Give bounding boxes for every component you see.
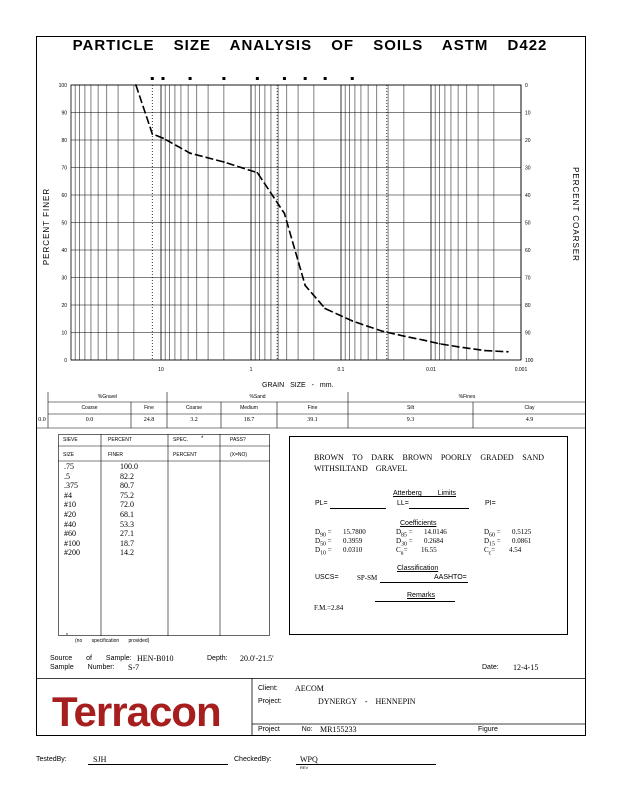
data-point — [403, 335, 405, 337]
finer-subheader: FINER — [108, 452, 123, 458]
fineness-modulus: F.M.=2.84 — [314, 604, 344, 612]
sieve-marker — [222, 77, 225, 80]
y-tick-label: 100 — [58, 83, 67, 89]
data-point — [189, 152, 191, 154]
sieve-size-cell: #20 — [64, 510, 76, 519]
sieve-marker — [351, 77, 354, 80]
percent-finer-cell: 80.7 — [120, 481, 134, 491]
y-tick-label: 30 — [61, 275, 67, 282]
data-point — [484, 350, 486, 352]
pl-label: PL= — [315, 500, 328, 507]
percent-finer-cell: 82.2 — [120, 471, 134, 481]
depth-label: Depth: — [207, 655, 228, 662]
sieve-marker — [151, 77, 154, 80]
depth-value: 20.0'-21.5' — [240, 654, 274, 663]
d15-label: $D_{15}$ = — [484, 537, 501, 548]
gravel-header: %Gravel — [97, 394, 118, 400]
y-tick-label: 80 — [61, 138, 67, 144]
percent-finer-cell: 14.2 — [120, 548, 134, 558]
source-value: HEN-B010 — [137, 654, 174, 663]
figure-label: Figure — [478, 726, 498, 733]
sieve-size-cell: #4 — [64, 490, 72, 500]
project-label: Project: — [258, 698, 282, 705]
pass-header: PASS? — [230, 437, 246, 443]
project-number-label: Project No: — [258, 726, 313, 733]
val-medium-sand: 18.7 — [243, 417, 255, 423]
y-tick-label: 70 — [61, 165, 67, 172]
x-axis-label: GRAIN SIZE - mm. — [262, 382, 334, 389]
y-axis-label-right: PERCENT COARSER — [570, 167, 580, 262]
col-silt: Silt — [407, 405, 414, 411]
y-tick-label-right: 100 — [525, 358, 534, 364]
y-tick-label: 60 — [61, 193, 67, 199]
col-coarse-gravel: Coarse — [81, 405, 98, 411]
spec-percent-subheader: PERCENT — [173, 452, 197, 458]
fines-header: %Fines — [458, 394, 476, 400]
coefficients-title: Coefficients — [400, 520, 437, 527]
checked-by-line — [296, 764, 436, 765]
y-tick-label-right: 10 — [525, 110, 531, 117]
y-tick-label-right: 50 — [525, 220, 531, 227]
project-value: DYNERGY - HENNEPIN — [318, 697, 416, 706]
date-value: 12-4-15 — [513, 663, 539, 672]
data-point — [151, 133, 153, 135]
data-point — [162, 137, 164, 139]
checked-by-label: CheckedBy: — [234, 756, 272, 763]
size-subheader: SIZE — [63, 452, 75, 458]
y-tick-label: 10 — [61, 330, 67, 337]
checked-by-value: WPQ — [300, 755, 318, 764]
remarks-line — [375, 601, 455, 602]
d10-label: $D_{10}$ = — [315, 546, 332, 557]
tested-by-value: SJH — [93, 755, 107, 764]
y-tick-label-right: 20 — [525, 138, 531, 144]
footer-small-mark: REV — [300, 765, 309, 770]
cc-label: $C_c=$ — [484, 546, 496, 557]
tested-by-line — [88, 764, 228, 765]
cu-label: $C_u=$ — [396, 546, 408, 557]
y-tick-label: 50 — [61, 220, 67, 227]
data-point — [439, 343, 441, 345]
spec-footnote-asterisk: * — [66, 633, 68, 639]
sieve-marker — [162, 77, 165, 80]
col-coarse-sand: Coarse — [185, 405, 203, 411]
y-tick-label-right: 60 — [525, 248, 531, 254]
sieve-header: SIEVE — [63, 437, 78, 443]
sieve-size-cell: .375 — [64, 481, 78, 491]
data-point — [223, 161, 225, 163]
x-tick-label: 1 — [249, 367, 253, 373]
data-point — [135, 84, 137, 86]
val-fine-gravel: 24.8 — [143, 417, 155, 423]
col-fine-sand: Fine — [307, 405, 318, 411]
soil-description: BROWN TO DARK BROWN POORLY GRADED SAND WITHSILTAND GRAVEL — [314, 453, 544, 473]
x-tick-label: 0.01 — [426, 367, 436, 373]
atterberg-line-ll — [409, 508, 469, 509]
data-point — [381, 330, 383, 332]
y-tick-label: 90 — [61, 110, 67, 117]
ll-label: LL= — [397, 500, 409, 507]
uscs-value: SP-SM — [357, 574, 378, 582]
d90-value: 15.7800 — [343, 528, 366, 536]
d50-label: $D_{50}$ = — [315, 537, 332, 548]
data-point — [284, 213, 286, 215]
data-point — [351, 320, 353, 322]
val-clay: 4.9 — [525, 417, 534, 423]
sieve-size-cell: #40 — [64, 519, 76, 529]
data-point — [304, 285, 306, 287]
tested-by-label: TestedBy: — [36, 756, 67, 763]
date-label: Date: — [482, 664, 499, 671]
sieve-marker — [283, 77, 286, 80]
source-label: Source of Sample: — [50, 655, 132, 662]
percent-finer-cell: 53.3 — [120, 519, 134, 529]
gradation-curve — [136, 85, 508, 352]
y-tick-label-right: 80 — [525, 303, 531, 309]
gradation-chart — [36, 55, 586, 395]
classification-line — [380, 582, 468, 583]
uscs-label: USCS= — [315, 574, 339, 581]
y-tick-label-right: 70 — [525, 275, 531, 282]
y-tick-label-right: 40 — [525, 193, 531, 199]
chart-title: PARTICLE SIZE ANALYSIS OF SOILS ASTM D422 — [72, 37, 548, 54]
sample-label: Sample Number: — [50, 664, 115, 671]
y-tick-label: 20 — [61, 303, 67, 309]
val-fine-sand: 39.1 — [307, 417, 318, 423]
d85-value: 14.0146 — [424, 528, 447, 536]
percent-finer-cell: 27.1 — [120, 529, 134, 539]
y-tick-label-right: 0 — [525, 83, 528, 89]
col-fine-gravel: Fine — [144, 405, 154, 411]
x-tick-label: 10 — [158, 367, 164, 373]
val-coarse-gravel: 0.0 — [85, 417, 94, 423]
atterberg-line-pl — [330, 508, 386, 509]
x-tick-label: 0.001 — [514, 367, 528, 373]
data-point — [324, 308, 326, 310]
sieve-table-grid — [58, 434, 270, 636]
pi-label: PI= — [485, 500, 496, 507]
col-medium-sand: Medium — [240, 405, 258, 411]
val-coarse-sand: 3.2 — [190, 417, 198, 423]
company-logo: Terracon — [52, 688, 221, 735]
remarks-title: Remarks — [407, 592, 436, 599]
client-value: AECOM — [295, 684, 324, 693]
sand-header: %Sand — [249, 394, 266, 400]
percent-finer-cell: 18.7 — [120, 538, 134, 548]
d60-value: 0.5125 — [512, 528, 532, 536]
data-point — [507, 351, 509, 353]
aashto-label: AASHTO= — [434, 574, 467, 581]
spec-asterisk: * — [201, 436, 204, 442]
sieve-size-cell: #200 — [64, 548, 80, 558]
data-point — [423, 339, 425, 341]
xno-subheader: (X=NO) — [230, 452, 248, 458]
data-point — [256, 172, 258, 174]
sieve-size-cell: #10 — [64, 500, 76, 510]
percent-header: PERCENT — [108, 437, 132, 443]
sample-value: S-7 — [128, 663, 140, 672]
col-clay: Clay — [524, 405, 535, 411]
project-number-value: MR155233 — [320, 725, 357, 734]
sieve-marker — [304, 77, 307, 80]
x-tick-label: 0.1 — [337, 367, 345, 373]
d85-label: $D_{85}$ = — [396, 528, 413, 539]
spec-header: SPEC. — [173, 437, 189, 443]
percent-finer-cell: 72.0 — [120, 500, 134, 510]
client-label: Client: — [258, 685, 278, 692]
data-point — [457, 346, 459, 348]
d90-label: $D_{90}$ = — [315, 528, 332, 539]
d60-label: $D_{60}$ = — [484, 528, 501, 539]
cu-value: 16.55 — [421, 546, 437, 554]
spec-footnote: (no specification provided) — [75, 638, 150, 644]
data-point — [367, 326, 369, 328]
d30-label: $D_{30}$ = — [396, 537, 413, 548]
sieve-marker — [256, 77, 259, 80]
y-tick-label: 0 — [64, 358, 67, 364]
percent-finer-cell: 100.0 — [120, 462, 138, 471]
percent-finer-cell: 68.1 — [120, 510, 134, 519]
d30-value: 0.2684 — [424, 537, 444, 545]
sieve-marker — [324, 77, 327, 80]
val-silt: 9.3 — [406, 417, 415, 423]
sieve-size-cell: .5 — [64, 471, 70, 481]
cc-value: 4.54 — [509, 546, 522, 554]
d15-value: 0.0861 — [512, 537, 532, 545]
y-axis-label-left: PERCENT FINER — [42, 187, 52, 266]
sieve-size-cell: #100 — [64, 538, 80, 548]
d50-value: 0.3959 — [343, 537, 363, 545]
row-label: 0.0 — [38, 417, 46, 423]
classification-title: Classification — [397, 565, 439, 572]
d10-value: 0.0310 — [343, 546, 363, 554]
atterberg-title: Atterberg Limits — [393, 490, 457, 497]
sieve-size-cell: .75 — [64, 462, 74, 471]
y-tick-label: 40 — [61, 248, 67, 254]
percent-finer-cell: 75.2 — [120, 490, 134, 500]
y-tick-label-right: 30 — [525, 165, 531, 172]
y-tick-label-right: 90 — [525, 330, 531, 337]
sieve-size-cell: #60 — [64, 529, 76, 539]
sieve-marker — [189, 77, 192, 80]
